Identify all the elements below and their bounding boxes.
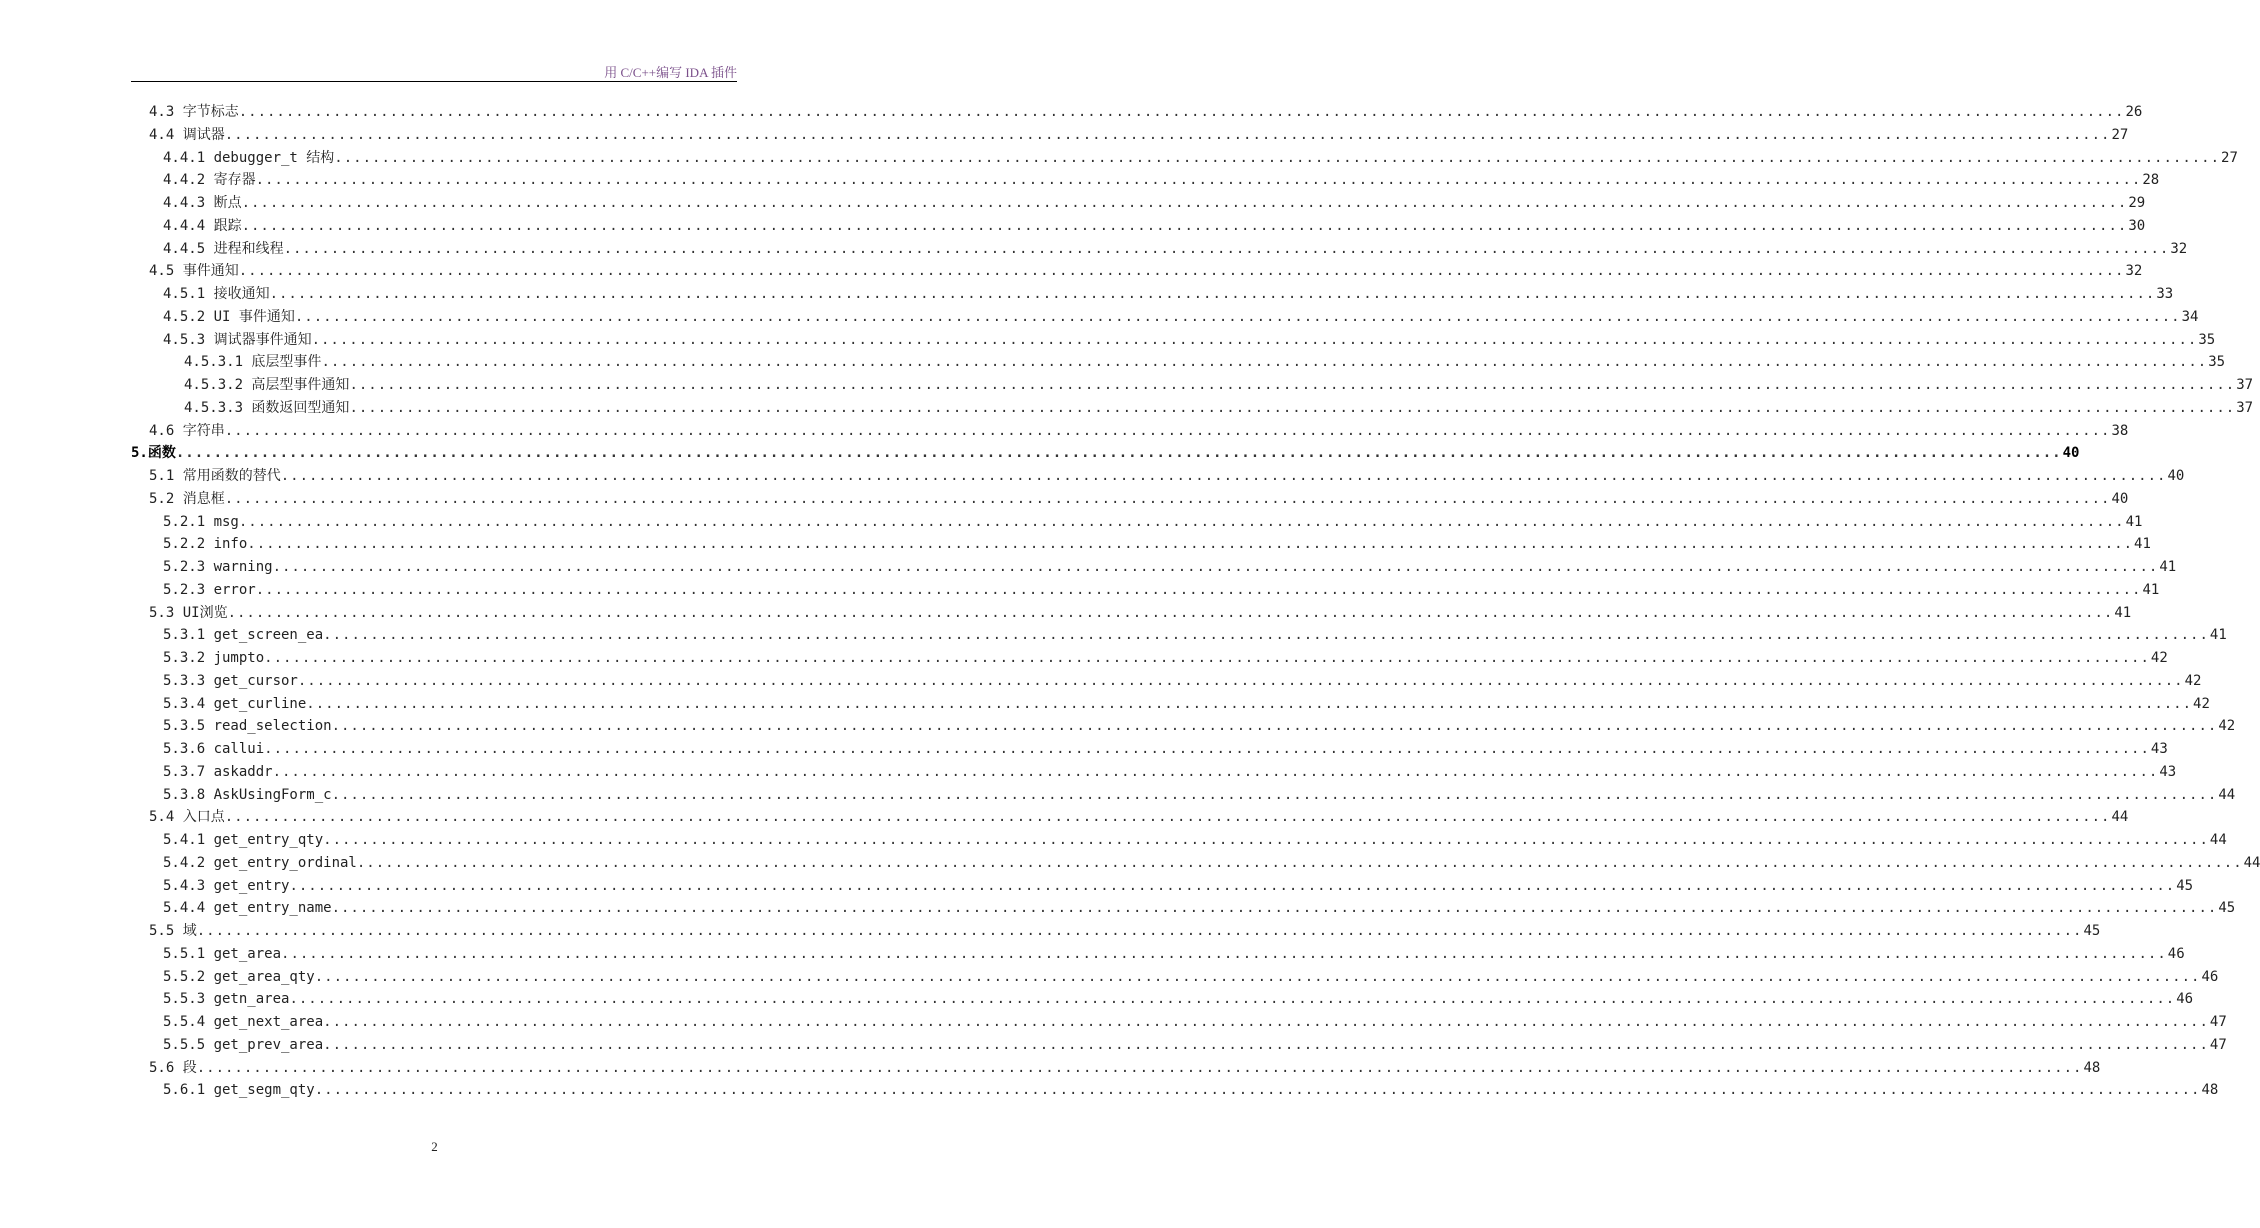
toc-entry[interactable] <box>149 920 2101 942</box>
toc-leader-dots: ........................................................................................................................................................................................................ <box>311 332 2198 348</box>
toc-leader-dots: ........................................................................................................................................................................................................ <box>264 650 2150 666</box>
toc-entry-label: 4.5.3.3 函数返回型通知 <box>184 400 350 416</box>
toc-entry-label: 4.4.2 寄存器 <box>163 172 256 188</box>
toc-entry-page: 38 <box>2111 423 2129 439</box>
toc-leader-dots: ........................................................................................................................................................................................................ <box>334 150 2221 166</box>
toc-entry[interactable] <box>149 602 2132 624</box>
toc-leader-dots: ........................................................................................................................................................................................................ <box>323 627 2209 643</box>
toc-entry[interactable] <box>163 169 2160 191</box>
toc-entry-label: 5.2.3 warning <box>163 559 273 575</box>
toc-entry-page: 34 <box>2181 309 2199 325</box>
toc-entry-label: 5.5.3 getn_area <box>163 991 290 1007</box>
toc-entry-label: 5.5 域 <box>149 923 197 939</box>
toc-entry-page: 46 <box>2201 969 2219 985</box>
toc-entry[interactable] <box>163 192 2146 214</box>
toc-entry[interactable] <box>163 829 2227 851</box>
toc-entry-page: 33 <box>2156 286 2174 302</box>
toc-leader-dots: ........................................................................................................................................................................................................ <box>297 673 2184 689</box>
toc-entry-page: 46 <box>2176 991 2194 1007</box>
toc-entry-page: 40 <box>2111 491 2129 507</box>
toc-entry-page: 27 <box>2111 127 2129 143</box>
toc-entry[interactable] <box>163 147 2238 169</box>
toc-entry[interactable] <box>163 238 2188 260</box>
toc-leader-dots: ........................................................................................................................................................................................................ <box>227 605 2114 621</box>
toc-entry-label: 5.3.2 jumpto <box>163 650 265 666</box>
toc-entry-page: 40 <box>2167 468 2185 484</box>
toc-entry-page: 42 <box>2218 718 2236 734</box>
toc-entry-label: 5.3.6 callui <box>163 741 265 757</box>
toc-entry-page: 43 <box>2150 741 2168 757</box>
toc-entry-label: 5.3.3 get_cursor <box>163 673 298 689</box>
toc-entry[interactable] <box>163 533 2151 555</box>
toc-entry-label: 5.5.2 get_area_qty <box>163 969 315 985</box>
toc-entry-page: 44 <box>2243 855 2260 871</box>
toc-entry[interactable] <box>163 966 2219 988</box>
toc-entry-label: 4.4 调试器 <box>149 127 225 143</box>
toc-entry-page: 37 <box>2236 400 2254 416</box>
toc-entry-label: 4.5.3 调试器事件通知 <box>163 332 312 348</box>
toc-leader-dots: ........................................................................................................................................................................................................ <box>224 491 2111 507</box>
toc-entry-page: 41 <box>2114 605 2132 621</box>
toc-entry[interactable] <box>163 761 2177 783</box>
toc-entry-page: 42 <box>2184 673 2202 689</box>
toc-entry-page: 44 <box>2111 809 2129 825</box>
toc-entry[interactable] <box>163 283 2174 305</box>
toc-leader-dots: ........................................................................................................................................................................................................ <box>349 400 2236 416</box>
toc-leader-dots: ........................................................................................................................................................................................................ <box>247 536 2134 552</box>
toc-entry-label: 5.2.2 info <box>163 536 248 552</box>
toc-entry-page: 45 <box>2218 900 2236 916</box>
toc-entry-label: 5.3 UI浏览 <box>149 605 228 621</box>
toc-leader-dots: ........................................................................................................................................................................................................ <box>272 764 2159 780</box>
toc-entry-label: 5.2 消息框 <box>149 491 225 507</box>
toc-entry[interactable] <box>163 511 2143 533</box>
toc-entry-label: 5.3.8 AskUsingForm_c <box>163 787 332 803</box>
toc-entry-label: 5.2.1 msg <box>163 514 239 530</box>
toc-leader-dots: ........................................................................................................................................................................................................ <box>306 696 2193 712</box>
toc-leader-dots: ........................................................................................................................................................................................................ <box>321 354 2208 370</box>
toc-entry-label: 4.4.5 进程和线程 <box>163 241 284 257</box>
toc-entry-label: 4.4.3 断点 <box>163 195 242 211</box>
toc-entry[interactable] <box>163 738 2168 760</box>
toc-entry-page: 46 <box>2167 946 2185 962</box>
toc-entry-page: 42 <box>2193 696 2210 712</box>
toc-entry-page: 27 <box>2221 150 2238 166</box>
toc-entry-label: 4.5.3.1 底层型事件 <box>184 354 322 370</box>
toc-leader-dots: ........................................................................................................................................................................................................ <box>323 1037 2209 1053</box>
toc-leader-dots: ........................................................................................................................................................................................................ <box>196 923 2083 939</box>
toc-leader-dots: ........................................................................................................................................................................................................ <box>269 286 2156 302</box>
toc-entry[interactable] <box>149 420 2129 442</box>
toc-entry-page: 30 <box>2128 218 2146 234</box>
toc-leader-dots: ........................................................................................................................................................................................................ <box>280 468 2167 484</box>
toc-entry-page: 44 <box>2209 832 2227 848</box>
header-rule <box>131 81 737 82</box>
toc-entry-page: 42 <box>2150 650 2168 666</box>
toc-entry-page: 41 <box>2142 582 2160 598</box>
toc-entry-page: 29 <box>2128 195 2146 211</box>
toc-entry-page: 44 <box>2218 787 2236 803</box>
toc-entry[interactable] <box>163 329 2216 351</box>
toc-leader-dots: ........................................................................................................................................................................................................ <box>349 377 2236 393</box>
toc-entry-page: 35 <box>2198 332 2216 348</box>
toc-leader-dots: ........................................................................................................................................................................................................ <box>294 309 2181 325</box>
toc-entry-page: 45 <box>2083 923 2101 939</box>
toc-entry-label: 5.4.1 get_entry_qty <box>163 832 324 848</box>
toc-entry[interactable] <box>131 442 2080 464</box>
toc-entry-page: 35 <box>2208 354 2226 370</box>
toc-entry[interactable] <box>163 988 2194 1010</box>
toc-entry[interactable] <box>184 397 2254 419</box>
toc-entry[interactable] <box>163 670 2202 692</box>
toc-leader-dots: ........................................................................................................................................................................................................ <box>314 969 2201 985</box>
toc-entry[interactable] <box>163 715 2236 737</box>
toc-entry-page: 47 <box>2209 1014 2227 1030</box>
toc-entry[interactable] <box>163 579 2160 601</box>
toc-entry[interactable] <box>163 647 2168 669</box>
toc-entry-label: 5.函数 <box>131 445 176 461</box>
toc-leader-dots: ........................................................................................................................................................................................................ <box>255 582 2142 598</box>
toc-leader-dots: ........................................................................................................................................................................................................ <box>331 787 2218 803</box>
toc-entry[interactable] <box>163 875 2194 897</box>
toc-entry-label: 4.5 事件通知 <box>149 263 239 279</box>
toc-entry-label: 5.3.5 read_selection <box>163 718 332 734</box>
toc-entry-label: 4.4.1 debugger_t 结构 <box>163 150 335 166</box>
toc-entry-label: 4.5.1 接收通知 <box>163 286 270 302</box>
toc-entry-label: 5.4.2 get_entry_ordinal <box>163 855 357 871</box>
toc-entry-label: 4.3 字节标志 <box>149 104 239 120</box>
toc-entry-label: 4.5.3.2 高层型事件通知 <box>184 377 350 393</box>
toc-entry-page: 45 <box>2176 878 2194 894</box>
toc-entry-label: 4.4.4 跟踪 <box>163 218 242 234</box>
toc-entry[interactable] <box>163 897 2236 919</box>
toc-entry[interactable] <box>149 806 2129 828</box>
toc-entry[interactable] <box>163 1034 2227 1056</box>
toc-leader-dots: ........................................................................................................................................................................................................ <box>281 946 2167 962</box>
toc-entry-label: 5.5.1 get_area <box>163 946 282 962</box>
toc-entry-page: 43 <box>2159 764 2177 780</box>
toc-entry-page: 28 <box>2142 172 2160 188</box>
toc-entry-page: 41 <box>2159 559 2177 575</box>
toc-entry[interactable] <box>163 784 2236 806</box>
toc-entry-page: 41 <box>2125 514 2143 530</box>
toc-entry-label: 5.5.4 get_next_area <box>163 1014 324 1030</box>
toc-entry-label: 5.6 段 <box>149 1060 197 1076</box>
toc-entry[interactable] <box>163 215 2146 237</box>
toc-entry-label: 4.6 字符串 <box>149 423 225 439</box>
toc-leader-dots: ........................................................................................................................................................................................................ <box>331 718 2218 734</box>
toc-leader-dots: ........................................................................................................................................................................................................ <box>289 878 2176 894</box>
toc-entry[interactable] <box>163 556 2177 578</box>
toc-leader-dots: ........................................................................................................................................................................................................ <box>224 127 2111 143</box>
toc-leader-dots: ........................................................................................................................................................................................................ <box>241 195 2128 211</box>
toc-entry[interactable] <box>149 465 2185 487</box>
toc-leader-dots: ........................................................................................................................................................................................................ <box>314 1082 2201 1098</box>
toc-entry-page: 40 <box>2062 445 2080 461</box>
toc-entry[interactable] <box>149 101 2143 123</box>
page-number: 2 <box>431 1139 438 1154</box>
toc-leader-dots: ........................................................................................................................................................................................................ <box>238 263 2125 279</box>
toc-leader-dots: ........................................................................................................................................................................................................ <box>196 1060 2083 1076</box>
toc-entry[interactable] <box>163 1011 2227 1033</box>
toc-entry-page: 47 <box>2209 1037 2227 1053</box>
toc-entry-page: 37 <box>2236 377 2254 393</box>
toc-leader-dots: ........................................................................................................................................................................................................ <box>241 218 2128 234</box>
toc-entry-label: 5.3.7 askaddr <box>163 764 273 780</box>
toc-entry-label: 5.4 入口点 <box>149 809 225 825</box>
toc-entry-label: 5.1 常用函数的替代 <box>149 468 281 484</box>
toc-leader-dots: ........................................................................................................................................................................................................ <box>323 1014 2209 1030</box>
toc-entry[interactable] <box>184 351 2226 373</box>
running-header: 用 C/C++编写 IDA 插件 <box>604 65 737 80</box>
toc-entry[interactable] <box>163 306 2199 328</box>
toc-entry-label: 4.5.2 UI 事件通知 <box>163 309 295 325</box>
toc-entry-page: 48 <box>2083 1060 2101 1076</box>
toc-leader-dots: ........................................................................................................................................................................................................ <box>356 855 2243 871</box>
toc-entry[interactable] <box>149 488 2129 510</box>
toc-entry[interactable] <box>149 260 2143 282</box>
toc-entry[interactable] <box>163 943 2185 965</box>
toc-leader-dots: ........................................................................................................................................................................................................ <box>331 900 2218 916</box>
toc-entry-label: 5.4.4 get_entry_name <box>163 900 332 916</box>
toc-entry-page: 41 <box>2209 627 2227 643</box>
toc-entry-label: 5.3.1 get_screen_ea <box>163 627 324 643</box>
toc-entry-page: 32 <box>2125 263 2143 279</box>
toc-leader-dots: ........................................................................................................................................................................................................ <box>283 241 2170 257</box>
toc-leader-dots: ........................................................................................................................................................................................................ <box>264 741 2150 757</box>
toc-leader-dots: ........................................................................................................................................................................................................ <box>238 104 2125 120</box>
toc-leader-dots: ........................................................................................................................................................................................................ <box>255 172 2142 188</box>
toc-entry[interactable] <box>149 1057 2101 1079</box>
toc-leader-dots: ........................................................................................................................................................................................................ <box>175 445 2062 461</box>
toc-entry-page: 26 <box>2125 104 2143 120</box>
toc-entry-label: 5.2.3 error <box>163 582 256 598</box>
toc-entry-page: 32 <box>2170 241 2188 257</box>
toc-entry-page: 41 <box>2134 536 2151 552</box>
toc-entry[interactable] <box>163 624 2227 646</box>
toc-entry[interactable] <box>149 124 2129 146</box>
toc-entry[interactable] <box>184 374 2254 396</box>
toc-leader-dots: ........................................................................................................................................................................................................ <box>289 991 2176 1007</box>
toc-leader-dots: ........................................................................................................................................................................................................ <box>224 423 2111 439</box>
toc-entry-label: 5.3.4 get_curline <box>163 696 307 712</box>
toc-leader-dots: ........................................................................................................................................................................................................ <box>238 514 2125 530</box>
toc-entry-label: 5.6.1 get_segm_qty <box>163 1082 315 1098</box>
toc-entry[interactable] <box>163 852 2260 874</box>
toc-entry-label: 5.4.3 get_entry <box>163 878 290 894</box>
toc-entry[interactable] <box>163 1079 2219 1101</box>
toc-entry[interactable] <box>163 693 2210 715</box>
toc-leader-dots: ........................................................................................................................................................................................................ <box>272 559 2159 575</box>
toc-entry-page: 48 <box>2201 1082 2219 1098</box>
toc-entry-label: 5.5.5 get_prev_area <box>163 1037 324 1053</box>
toc-leader-dots: ........................................................................................................................................................................................................ <box>224 809 2111 825</box>
toc-leader-dots: ........................................................................................................................................................................................................ <box>323 832 2209 848</box>
